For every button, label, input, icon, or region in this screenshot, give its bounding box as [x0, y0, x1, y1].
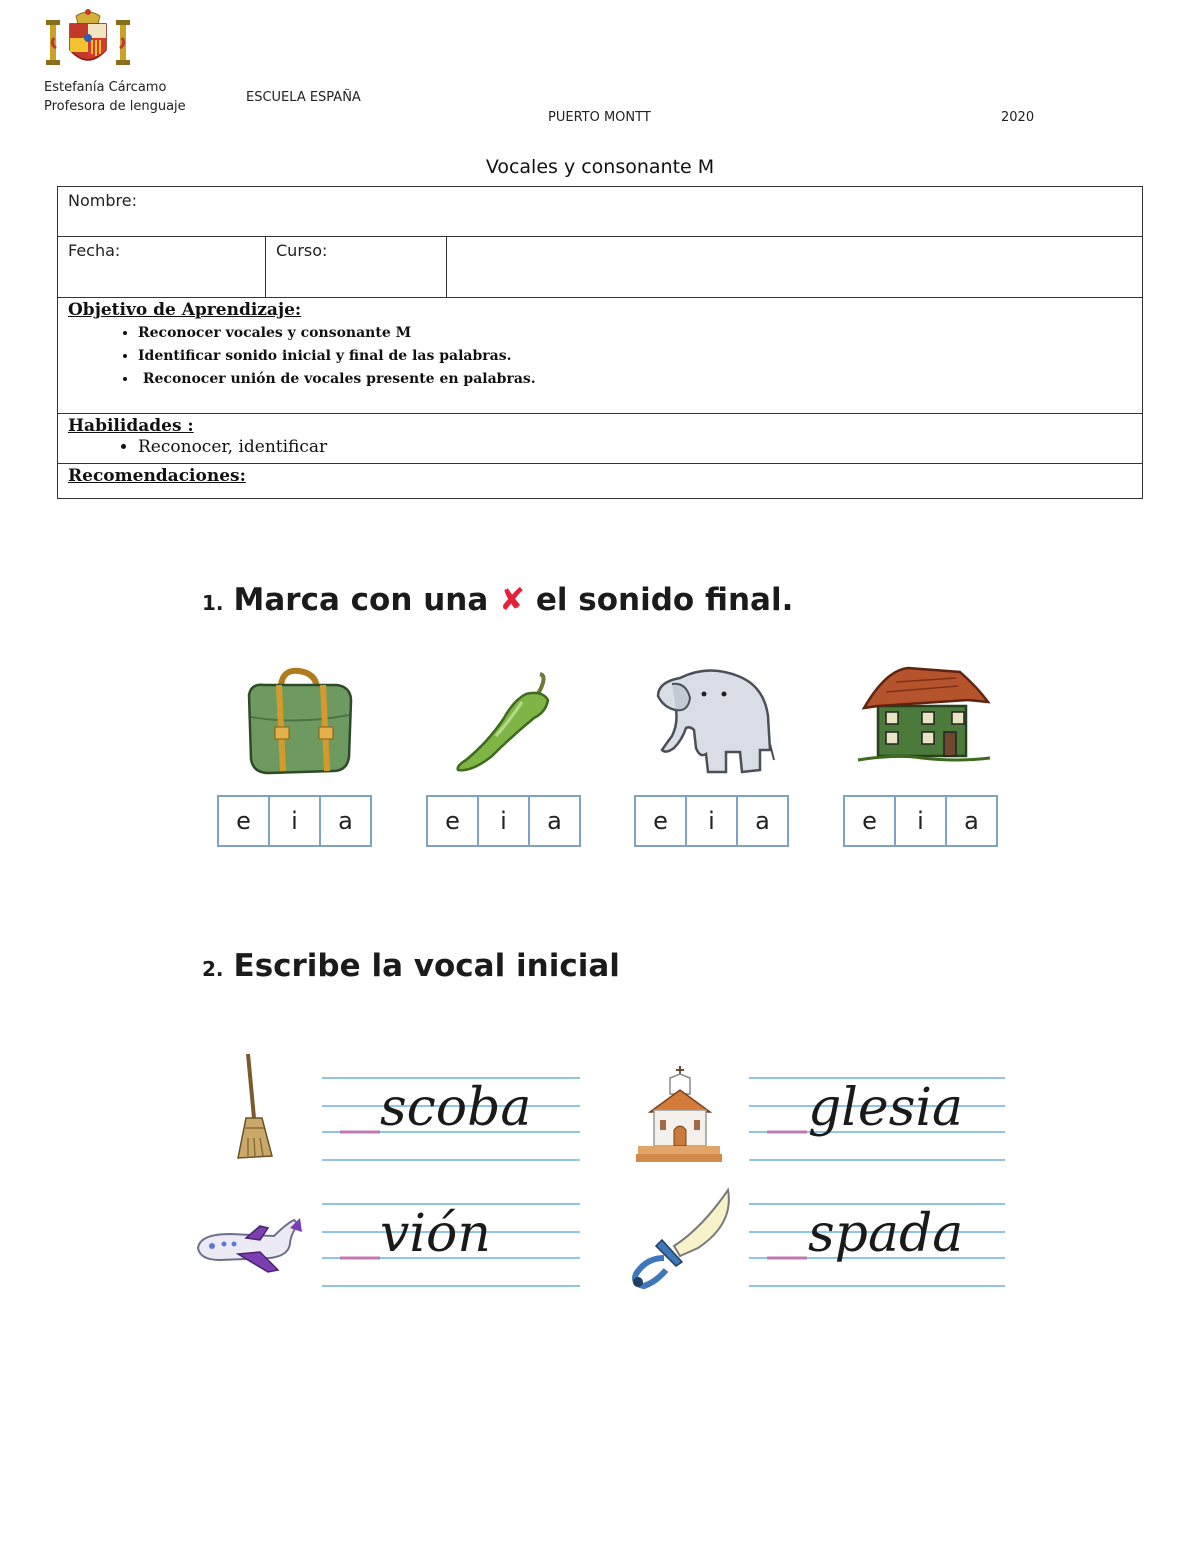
word-spada: spada: [808, 1204, 964, 1264]
vowel-i-option[interactable]: i: [685, 795, 738, 847]
x-mark-icon: ✘: [499, 582, 526, 618]
word-glesia: glesia: [808, 1078, 964, 1138]
vowel-i-option[interactable]: i: [268, 795, 321, 847]
vowel-a-option[interactable]: a: [528, 795, 581, 847]
exercise-2-number: 2.: [202, 957, 224, 981]
exercise-2-text: Escribe la vocal inicial: [233, 948, 620, 984]
coat-of-arms-logo: [46, 8, 130, 70]
name-label: Nombre:: [68, 191, 137, 210]
chili-pepper-icon: [452, 672, 562, 784]
vowel-e-option[interactable]: e: [634, 795, 687, 847]
date-label: Fecha:: [68, 241, 121, 260]
city-name: PUERTO MONTT: [548, 110, 651, 125]
teacher-role: Profesora de lenguaje: [44, 99, 186, 114]
skills-list: [68, 436, 1132, 459]
vowel-box-group-4: [843, 795, 996, 847]
vowel-a-option[interactable]: a: [736, 795, 789, 847]
vowel-a-option[interactable]: a: [945, 795, 998, 847]
vowel-i-option[interactable]: i: [477, 795, 530, 847]
year: 2020: [1001, 110, 1035, 125]
suitcase-icon: [243, 665, 358, 784]
date-cell[interactable]: [58, 237, 266, 298]
course-cell[interactable]: [266, 237, 447, 298]
exercise-1-number: 1.: [202, 591, 224, 615]
vowel-e-option[interactable]: e: [426, 795, 479, 847]
word-vion: vión: [380, 1204, 491, 1264]
exercise-1-text-after: el sonido final.: [535, 582, 794, 618]
objective-heading: Objetivo de Aprendizaje:: [68, 300, 302, 320]
church-icon: [636, 1064, 722, 1168]
recommendations-heading: Recomendaciones:: [68, 466, 246, 486]
skill-item: • Reconocer, identificar: [138, 436, 1132, 459]
page-title: Vocales y consonante M: [485, 156, 715, 178]
vowel-e-option[interactable]: e: [843, 795, 896, 847]
sword-icon: [628, 1186, 734, 1296]
house-icon: [856, 662, 991, 774]
vowel-box-group-3: [634, 795, 787, 847]
exercise-2-heading: [202, 948, 620, 984]
exercise-1-text-before: Marca con una: [233, 582, 489, 618]
skills-heading: Habilidades :: [68, 416, 194, 436]
objectives-list: [68, 322, 1132, 391]
blank-cell[interactable]: [447, 237, 1143, 298]
objective-item: • Identificar sonido inicial y final de las palabras.: [138, 345, 1132, 368]
vowel-box-group-1: [217, 795, 370, 847]
vowel-a-option[interactable]: a: [319, 795, 372, 847]
word-scoba: scoba: [380, 1078, 532, 1138]
objective-item: • Reconocer unión de vocales presente en palabras.: [138, 368, 1132, 391]
student-info-table: [57, 186, 1143, 499]
vowel-e-option[interactable]: e: [217, 795, 270, 847]
skills-cell: [58, 414, 1143, 464]
objective-item: • Reconocer vocales y consonante M: [138, 322, 1132, 345]
teacher-name: Estefanía Cárcamo: [44, 80, 167, 95]
course-label: Curso:: [276, 241, 328, 260]
elephant-icon: [652, 664, 777, 783]
recommendations-cell: [58, 464, 1143, 499]
vowel-i-option[interactable]: i: [894, 795, 947, 847]
exercise-1-heading: [202, 582, 793, 618]
school-name: ESCUELA ESPAÑA: [246, 90, 361, 105]
objectives-cell: [58, 298, 1143, 414]
vowel-box-group-2: [426, 795, 579, 847]
airplane-icon: [190, 1214, 302, 1282]
name-cell[interactable]: [58, 187, 1143, 237]
broom-icon: [232, 1052, 282, 1164]
